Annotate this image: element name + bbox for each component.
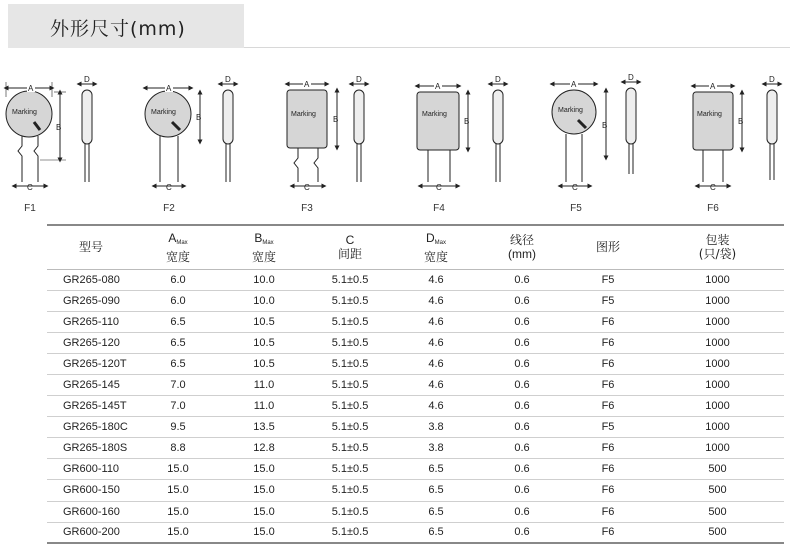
cell-b-width: 10.0 (221, 269, 307, 290)
cell-figure: F6 (565, 332, 651, 353)
figure-label-f1: F1 (24, 203, 36, 214)
cell-figure: F6 (565, 522, 651, 543)
col-d-label: 宽度 (423, 249, 448, 264)
cell-b-width: 10.5 (221, 332, 307, 353)
cell-a-width: 15.0 (135, 522, 221, 543)
f6-dim-b: B (738, 117, 744, 126)
cell-c-spacing: 5.1±0.5 (307, 269, 393, 290)
cell-figure: F6 (565, 374, 651, 395)
figure-f4 (417, 75, 506, 192)
cell-a-width: 6.5 (135, 332, 221, 353)
col-a-letter: A (168, 230, 177, 245)
col-figure (565, 225, 651, 269)
cell-d-width: 6.5 (393, 501, 479, 522)
col-wire-unit: (mm) (508, 247, 536, 262)
cell-model: GR600-160 (47, 501, 135, 522)
cell-packaging: 1000 (651, 438, 784, 459)
cell-c-spacing: 5.1±0.5 (307, 459, 393, 480)
cell-wire-diameter: 0.6 (479, 459, 565, 480)
cell-packaging: 1000 (651, 396, 784, 417)
cell-b-width: 11.0 (221, 396, 307, 417)
cell-model: GR265-145T (47, 396, 135, 417)
col-d-sub: Max (434, 239, 446, 246)
f4-dim-d: D (495, 75, 501, 84)
cell-figure: F5 (565, 290, 651, 311)
cell-c-spacing: 5.1±0.5 (307, 332, 393, 353)
table-row (47, 522, 784, 543)
cell-c-spacing: 5.1±0.5 (307, 438, 393, 459)
table-row (47, 417, 784, 438)
cell-packaging: 1000 (651, 290, 784, 311)
cell-a-width: 6.5 (135, 311, 221, 332)
cell-packaging: 1000 (651, 311, 784, 332)
f1-dim-d: D (84, 75, 90, 84)
col-c-spacing (307, 225, 393, 269)
figure-f2 (145, 75, 236, 192)
col-c-label: 间距 (337, 247, 362, 262)
cell-d-width: 6.5 (393, 522, 479, 543)
cell-packaging: 1000 (651, 374, 784, 395)
table-row (47, 501, 784, 522)
cell-d-width: 4.6 (393, 290, 479, 311)
f4-dim-c: C (436, 183, 442, 192)
cell-a-width: 6.0 (135, 290, 221, 311)
f1-dim-b: B (56, 123, 62, 132)
cell-figure: F6 (565, 480, 651, 501)
cell-wire-diameter: 0.6 (479, 332, 565, 353)
col-figure-label: 图形 (595, 240, 620, 255)
f2-dim-b: B (196, 113, 202, 122)
cell-d-width: 4.6 (393, 311, 479, 332)
f1-dim-a: A (28, 84, 34, 93)
cell-wire-diameter: 0.6 (479, 311, 565, 332)
section-header (0, 4, 795, 48)
figure-label-f2: F2 (163, 203, 175, 214)
figure-f1 (6, 75, 95, 192)
table-row (47, 269, 784, 290)
cell-model: GR600-200 (47, 522, 135, 543)
spec-table (47, 224, 784, 544)
cell-model: GR600-110 (47, 459, 135, 480)
header-divider (244, 47, 790, 48)
col-c-letter: C (345, 233, 355, 248)
table-row (47, 353, 784, 374)
col-pack-unit: (只/袋) (698, 247, 737, 262)
col-a-sub: Max (176, 239, 188, 246)
cell-wire-diameter: 0.6 (479, 374, 565, 395)
cell-c-spacing: 5.1±0.5 (307, 290, 393, 311)
col-packaging (651, 225, 784, 269)
col-model-label: 型号 (78, 240, 103, 255)
cell-wire-diameter: 0.6 (479, 396, 565, 417)
outline-drawings-svg (0, 72, 795, 222)
cell-model: GR265-180S (47, 438, 135, 459)
cell-c-spacing: 5.1±0.5 (307, 353, 393, 374)
cell-wire-diameter: 0.6 (479, 480, 565, 501)
f3-dim-c: C (304, 183, 310, 192)
cell-wire-diameter: 0.6 (479, 269, 565, 290)
figure-label-f4: F4 (433, 203, 445, 214)
cell-packaging: 1000 (651, 269, 784, 290)
cell-c-spacing: 5.1±0.5 (307, 417, 393, 438)
f5-dim-b: B (602, 121, 608, 130)
f5-dim-a: A (571, 80, 577, 89)
cell-packaging: 1000 (651, 353, 784, 374)
f3-dim-b: B (333, 115, 339, 124)
cell-d-width: 4.6 (393, 396, 479, 417)
cell-a-width: 15.0 (135, 459, 221, 480)
f3-dim-d: D (356, 75, 362, 84)
col-pack-label: 包装 (705, 233, 730, 248)
cell-a-width: 15.0 (135, 501, 221, 522)
f2-dim-c: C (166, 183, 172, 192)
col-a-width (135, 225, 221, 269)
f4-dim-b: B (464, 117, 470, 126)
cell-b-width: 15.0 (221, 459, 307, 480)
figure-label-f3: F3 (301, 203, 313, 214)
col-a-label: 宽度 (165, 249, 190, 264)
cell-model: GR265-080 (47, 269, 135, 290)
cell-b-width: 13.5 (221, 417, 307, 438)
table-row (47, 480, 784, 501)
cell-model: GR265-120T (47, 353, 135, 374)
cell-a-width: 15.0 (135, 480, 221, 501)
cell-c-spacing: 5.1±0.5 (307, 396, 393, 417)
cell-d-width: 6.5 (393, 459, 479, 480)
cell-figure: F6 (565, 438, 651, 459)
cell-d-width: 4.6 (393, 353, 479, 374)
cell-packaging: 500 (651, 522, 784, 543)
f6-dim-a: A (710, 82, 716, 91)
figure-label-f6: F6 (707, 203, 719, 214)
cell-figure: F6 (565, 353, 651, 374)
spec-table-header (47, 225, 784, 269)
cell-packaging: 1000 (651, 332, 784, 353)
figure-label-f5: F5 (570, 203, 582, 214)
cell-a-width: 7.0 (135, 374, 221, 395)
f2-marking-text: Marking (151, 109, 176, 116)
cell-figure: F6 (565, 396, 651, 417)
cell-wire-diameter: 0.6 (479, 522, 565, 543)
cell-wire-diameter: 0.6 (479, 353, 565, 374)
cell-packaging: 1000 (651, 417, 784, 438)
cell-model: GR265-090 (47, 290, 135, 311)
cell-b-width: 10.5 (221, 353, 307, 374)
cell-d-width: 3.8 (393, 438, 479, 459)
cell-a-width: 7.0 (135, 396, 221, 417)
cell-b-width: 12.8 (221, 438, 307, 459)
cell-figure: F5 (565, 417, 651, 438)
cell-c-spacing: 5.1±0.5 (307, 374, 393, 395)
col-b-letter: B (254, 230, 263, 245)
cell-b-width: 10.0 (221, 290, 307, 311)
cell-c-spacing: 5.1±0.5 (307, 522, 393, 543)
f1-marking-text: Marking (12, 109, 37, 116)
cell-b-width: 15.0 (221, 480, 307, 501)
col-d-width (393, 225, 479, 269)
cell-a-width: 8.8 (135, 438, 221, 459)
cell-model: GR265-120 (47, 332, 135, 353)
cell-b-width: 10.5 (221, 311, 307, 332)
table-row (47, 459, 784, 480)
f2-dim-a: A (166, 84, 172, 93)
f4-dim-a: A (435, 82, 441, 91)
figure-f5 (552, 73, 639, 192)
cell-figure: F6 (565, 459, 651, 480)
f1-dim-c: C (27, 183, 33, 192)
f5-marking-text: Marking (558, 107, 583, 114)
table-row (47, 332, 784, 353)
cell-a-width: 6.0 (135, 269, 221, 290)
cell-b-width: 11.0 (221, 374, 307, 395)
table-row (47, 290, 784, 311)
cell-figure: F5 (565, 269, 651, 290)
cell-figure: F6 (565, 501, 651, 522)
col-b-width (221, 225, 307, 269)
cell-packaging: 500 (651, 480, 784, 501)
cell-wire-diameter: 0.6 (479, 438, 565, 459)
col-b-sub: Max (262, 239, 274, 246)
cell-b-width: 15.0 (221, 522, 307, 543)
cell-model: GR265-145 (47, 374, 135, 395)
outline-drawings (0, 72, 795, 222)
cell-wire-diameter: 0.6 (479, 290, 565, 311)
col-b-label: 宽度 (251, 249, 276, 264)
f4-marking-text: Marking (422, 111, 447, 118)
cell-a-width: 9.5 (135, 417, 221, 438)
cell-model: GR265-180C (47, 417, 135, 438)
cell-b-width: 15.0 (221, 501, 307, 522)
cell-model: GR265-110 (47, 311, 135, 332)
table-row (47, 438, 784, 459)
cell-c-spacing: 5.1±0.5 (307, 480, 393, 501)
table-row (47, 396, 784, 417)
table-row (47, 311, 784, 332)
f3-dim-a: A (304, 80, 310, 89)
cell-c-spacing: 5.1±0.5 (307, 501, 393, 522)
f5-dim-c: C (572, 183, 578, 192)
cell-d-width: 4.6 (393, 269, 479, 290)
cell-model: GR600-150 (47, 480, 135, 501)
col-model (47, 225, 135, 269)
spec-table-body (47, 269, 784, 543)
f2-dim-d: D (225, 75, 231, 84)
cell-wire-diameter: 0.6 (479, 501, 565, 522)
f6-dim-d: D (769, 75, 775, 84)
col-wire-label: 线径 (509, 233, 534, 248)
f5-dim-d: D (628, 73, 634, 82)
cell-wire-diameter: 0.6 (479, 417, 565, 438)
cell-d-width: 4.6 (393, 332, 479, 353)
f3-marking-text: Marking (291, 111, 316, 118)
section-title: 外形尺寸(mm) (50, 18, 186, 40)
cell-figure: F6 (565, 311, 651, 332)
col-wire-diameter (479, 225, 565, 269)
cell-d-width: 6.5 (393, 480, 479, 501)
figure-f3 (287, 75, 367, 192)
cell-d-width: 3.8 (393, 417, 479, 438)
col-d-letter: D (425, 230, 435, 245)
cell-d-width: 4.6 (393, 374, 479, 395)
f6-marking-text: Marking (697, 111, 722, 118)
cell-c-spacing: 5.1±0.5 (307, 311, 393, 332)
figure-f6 (693, 75, 780, 192)
f6-dim-c: C (710, 183, 716, 192)
cell-packaging: 500 (651, 501, 784, 522)
cell-a-width: 6.5 (135, 353, 221, 374)
table-row (47, 374, 784, 395)
cell-packaging: 500 (651, 459, 784, 480)
